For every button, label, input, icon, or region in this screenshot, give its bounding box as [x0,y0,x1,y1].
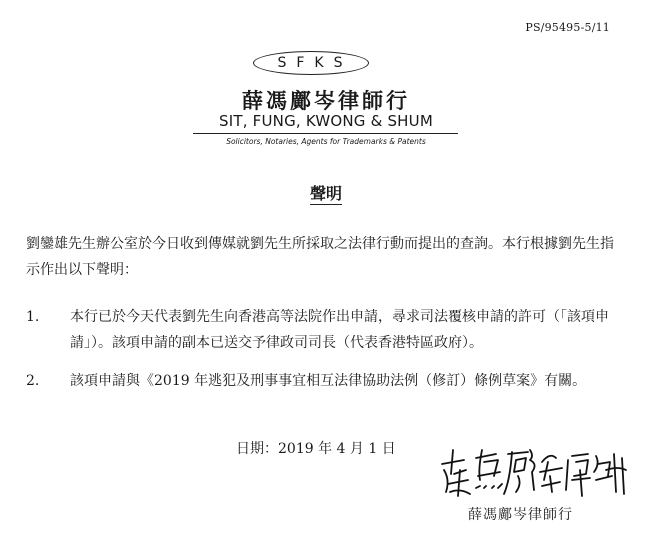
handwritten-signature [438,440,638,504]
item-text: 該項申請與《2019 年逃犯及刑事事宜相互法律協助法例（修訂）條例草案》有關。 [70,373,587,389]
intro-paragraph: 劉鑾雄先生辦公室於今日收到傳媒就劉先生所採取之法律行動而提出的查詢。本行根據劉先生指示作出以下聲明： [26,236,614,278]
item-text: 本行已於今天代表劉先生向香港高等法院作出申請，尋求司法覆核申請的許可（「該項申請」）。該項申請的副本已送交予律政司司長（代表香港特區政府）。 [70,309,609,351]
firm-name-english: SIT, FUNG, KWONG & SHUM [219,112,433,130]
item-number: 1. [26,309,40,325]
letterhead-divider [193,133,458,134]
firm-name-chinese: 薛馮鄺岑律師行 [242,89,410,113]
statement-title: 聲明 [309,184,342,203]
reference-number: PS/95495-5/11 [525,21,610,34]
item-number: 2. [26,373,40,389]
statement-item [26,368,636,394]
statement-date: 日期：2019 年 4 月 1 日 [236,441,396,457]
firm-tagline: Solicitors, Notaries, Agents for Trademarks & Patents [226,137,426,146]
statement-item [26,304,636,356]
signatory-name: 薛馮鄺岑律師行 [468,507,573,523]
firm-logo: SFKS [253,51,369,75]
